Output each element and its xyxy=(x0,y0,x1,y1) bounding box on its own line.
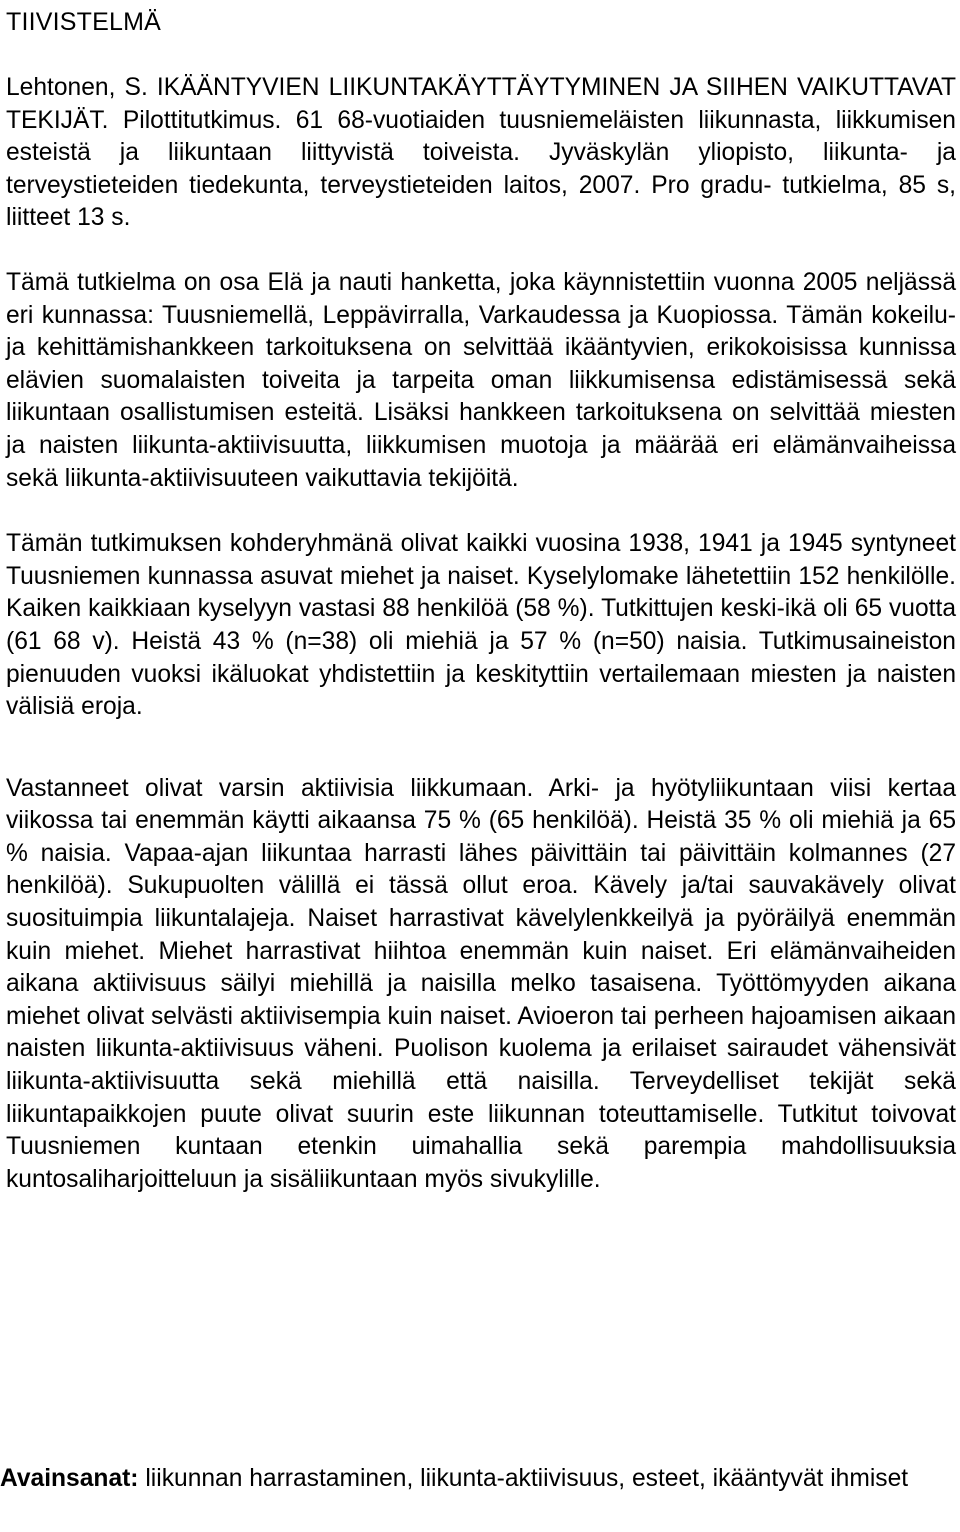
thesis-reference: Lehtonen, S. IKÄÄNTYVIEN LIIKUNTAKÄYTTÄYTYMINEN JA SIIHEN VAIKUTTAVAT TEKIJÄT. Pilottitutkimus. 61 68-vuotiaiden tuusniemeläisten liikunnasta, liikkumisen esteistä ja liikuntaan liittyvistä toiveista. Jyväskylän yliopisto, liikunta- ja terveystieteiden tiedekunta, terveystieteiden laitos, 2007. Pro gradu- tutkielma, 85 s, liitteet 13 s. xyxy=(6,74,956,232)
paragraph-intro: Tämä tutkielma on osa Elä ja nauti hanketta, joka käynnistettiin vuonna 2005 neljässä eri kunnassa: Tuusniemellä, Leppävirralla, Varkaudessa ja Kuopiossa. Tämän kokeilu- ja kehittämishankkeen tarkoituksena on selvittää ikääntyvien, erikokoisissa kunnissa elävien suomalaisten toiveita ja tarpeita oman liikkumisensa edistämisessä sekä liikuntaan osallistumisen esteitä. Lisäksi hankkeen tarkoituksena on selvittää miesten ja naisten liikunta-aktiivisuutta, liikkumisen muotoja ja määrää eri elämänvaiheissa sekä liikunta-aktiivisuuteen vaikuttavia tekijöitä. xyxy=(6,268,956,492)
abstract-page xyxy=(6,0,956,1196)
abstract-heading: TIIVISTELMÄ xyxy=(6,8,162,36)
paragraph-results: Vastanneet olivat varsin aktiivisia liikkumaan. Arki- ja hyötyliikuntaan viisi kertaa viikossa tai enemmän käytti aikaansa 75 % (65 henkilöä). Heistä 35 % oli miehiä ja 65 % naisia. Vapaa-ajan liikuntaa harrasti lähes päivittäin tai päivittäin kolmannes (27 henkilöä). Sukupuolten välillä ei tässä ollut eroa. Kävely ja/tai sauvakävely olivat suosituimpia liikuntalajeja. Naiset harrastivat kävelylenkkeilyä ja pyöräilyä enemmän kuin miehet. Miehet harrastivat hiihtoa enemmän kuin naiset. Eri elämänvaiheiden aikana aktiivisuus säilyi miehillä ja naisilla melko tasaisena. Työttömyyden aikana miehet olivat selvästi aktiivisempia kuin naiset. Avioeron tai perheen hajoamisen aikaan naisten liikunta-aktiivisuus väheni. Puolison kuolema ja erilaiset sairaudet vähensivät liikunta-aktiivisuutta sekä miehillä että naisilla. Terveydelliset tekijät sekä liikuntapaikkojen puute olivat suurin este liikunnan toteuttamiselle. Tutkitut toivovat Tuusniemen kuntaan etenkin uimahallia sekä parempia mahdollisuuksia kuntosaliharjoitteluun ja sisäliikuntaan myös sivukylille. xyxy=(6,774,956,1193)
paragraph-target-group: Tämän tutkimuksen kohderyhmänä olivat kaikki vuosina 1938, 1941 ja 1945 syntyneet Tuusniemen kunnassa asuvat miehet ja naiset. Kyselylomake lähetettiin 152 henkilölle. Kaiken kaikkiaan kyselyyn vastasi 88 henkilöä (58 %). Tutkittujen keski-ikä oli 65 vuotta (61 68 v). Heistä 43 % (n=38) oli miehiä ja 57 % (n=50) naisia. Tutkimusaineiston pienuuden vuoksi ikäluokat yhdistettiin ja keskityttiin vertailemaan miesten ja naisten välisiä eroja. xyxy=(6,530,956,721)
keywords-line xyxy=(0,1463,950,1496)
keywords-label: Avainsanat: xyxy=(0,1465,139,1492)
keywords-text: liikunnan harrastaminen, liikunta-aktiivisuus, esteet, ikääntyvät ihmiset xyxy=(138,1465,909,1492)
